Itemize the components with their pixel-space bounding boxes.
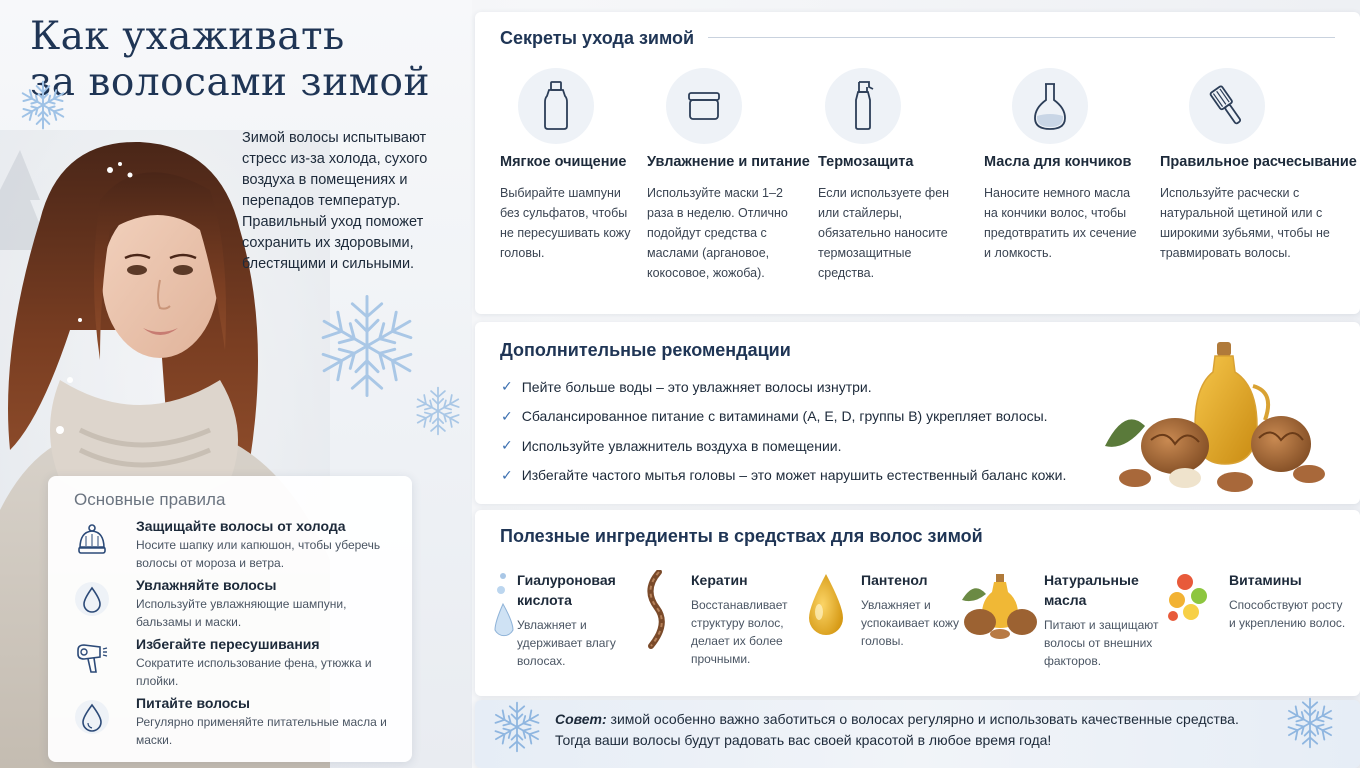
hyaluronic-drop-icon [493, 570, 515, 650]
list-item: ✓ Сбалансированное питание с витаминами (A, E, D, группы B) укрепляет волосы. [501, 407, 1048, 425]
snowflake-icon [312, 284, 422, 408]
nuts-oil-icon [960, 570, 1040, 640]
cream-jar-icon [684, 86, 724, 126]
rule-heading: Избегайте пересушивания [136, 636, 320, 652]
ingredient-heading: Пантенол [861, 572, 928, 588]
keratin-strand-icon [635, 570, 675, 650]
extra-recommendations-panel [475, 322, 1360, 504]
check-icon: ✓ [501, 378, 513, 395]
ingredients-title: Полезные ингредиенты в средствах для волос зимой [500, 526, 983, 546]
list-item: ✓ Используйте увлажнитель воздуха в помещении. [501, 437, 842, 454]
oil-flask-icon [1030, 80, 1070, 132]
secret-icon-circle [666, 68, 742, 144]
rule-item [74, 577, 398, 630]
oil-drop-icon [74, 699, 110, 735]
ingredient-heading: Витамины [1229, 572, 1302, 588]
panthenol-drop-icon [805, 570, 847, 642]
secret-heading: Мягкое очищение [500, 154, 627, 170]
secret-item [818, 68, 963, 283]
check-icon: ✓ [501, 407, 513, 424]
page-title [30, 14, 430, 106]
water-drop-icon [74, 581, 110, 617]
tip-text: Совет: зимой особенно важно заботиться о волосах регулярно и использовать качественные средства. Тогда ваши волосы будут радовать вас своей красотой в любое время года! [555, 711, 1239, 748]
secrets-title: Секреты ухода зимой [500, 28, 695, 48]
secret-text: Выбирайте шампуни без сульфатов, чтобы не пересушивать кожу головы. [500, 186, 631, 260]
ingredient-text: Увлажняет и успокаивает кожу головы. [861, 598, 960, 648]
ingredient-item [805, 570, 965, 650]
ingredient-heading: Кератин [691, 572, 748, 588]
basic-rules-card [48, 476, 412, 762]
title-line-2: за волосами зимой [30, 60, 431, 105]
tip-label: Совет: [555, 711, 607, 727]
rule-text: Сократите использование фена, утюжка и плойки. [136, 656, 372, 688]
basic-rules-title: Основные правила [74, 490, 226, 509]
secret-text: Используйте расчески с натуральной щетиной или с широкими зубьями, чтобы не травмировать волосы. [1160, 186, 1330, 260]
tip-banner [475, 700, 1360, 768]
snowflake-icon [16, 78, 70, 132]
ingredient-item [1165, 570, 1350, 632]
secret-text: Если используете фен или стайлеры, обязательно наносите термозащитные средства. [818, 186, 950, 280]
ingredients-panel [475, 510, 1360, 696]
ingredient-text: Способствуют росту и укреплению волос. [1229, 598, 1346, 630]
rule-item [74, 695, 398, 748]
secret-icon-circle [1189, 68, 1265, 144]
rule-item [74, 636, 398, 689]
shampoo-bottle-icon [536, 80, 576, 132]
secret-icon-circle [518, 68, 594, 144]
intro-text: Зимой волосы испытывают стресс из-за холода, сухого воздуха в помещениях и перепадов температур. Правильный уход поможет сохранить их здоровыми, блестящими и сильными. [242, 130, 428, 272]
ingredient-item [493, 570, 643, 670]
knit-hat-icon [74, 522, 110, 558]
secret-item [647, 68, 810, 283]
ingredient-text: Увлажняет и удерживает влагу волосах. [517, 618, 616, 668]
hair-dryer-icon [74, 640, 110, 676]
title-divider [708, 37, 1335, 38]
secret-item [984, 68, 1144, 263]
secret-icon-circle [1012, 68, 1088, 144]
rule-heading: Защищайте волосы от холода [136, 518, 346, 534]
ingredient-item [635, 570, 795, 668]
spray-bottle-icon [843, 80, 883, 132]
secret-heading: Термозащита [818, 154, 914, 170]
ingredient-text: Питают и защищают волосы от внешних факторов. [1044, 618, 1159, 668]
rule-heading: Питайте волосы [136, 695, 250, 711]
ingredient-text: Восстанавливает структуру волос, делает их более прочными. [691, 598, 788, 666]
left-column [0, 0, 472, 768]
snowflake-icon [412, 380, 464, 442]
check-icon: ✓ [501, 437, 513, 454]
snowflake-icon [1283, 692, 1337, 754]
rule-text: Носите шапку или капюшон, чтобы уберечь волосы от мороза и ветра. [136, 538, 381, 570]
secret-text: Используйте маски 1–2 раза в неделю. Отлично подойдут средства с маслами (аргановое, кокосовое, жожоба). [647, 186, 788, 280]
secret-heading: Масла для кончиков [984, 154, 1132, 170]
check-icon: ✓ [501, 466, 513, 483]
ingredient-item [960, 570, 1160, 670]
extra-title: Дополнительные рекомендации [500, 340, 791, 360]
comb-icon [1205, 82, 1249, 130]
secrets-panel [475, 12, 1360, 314]
secret-text: Наносите немного масла на кончики волос, чтобы предотвратить их сечение и ломкость. [984, 186, 1137, 260]
list-item: ✓ Избегайте частого мытья головы – это может нарушить естественный баланс кожи. [501, 466, 1067, 484]
ingredient-heading: Натуральные масла [1044, 572, 1139, 608]
rule-heading: Увлажняйте волосы [136, 577, 277, 593]
recommendation-list [501, 372, 1066, 490]
oil-bottle-nuts-illustration [1095, 336, 1335, 496]
list-item: ✓ Пейте больше воды – это увлажняет волосы изнутри. [501, 378, 872, 395]
secret-heading: Увлажнение и питание [647, 154, 810, 170]
ingredient-heading: Гиалуроновая кислота [517, 572, 616, 608]
rule-item [74, 518, 398, 571]
title-line-1: Как ухаживать [30, 14, 345, 59]
secret-item [500, 68, 640, 263]
secret-item [1160, 68, 1357, 263]
vitamins-icon [1165, 570, 1215, 630]
secret-icon-circle [825, 68, 901, 144]
rule-text: Используйте увлажняющие шампуни, бальзамы и маски. [136, 597, 347, 629]
snowflake-icon [490, 696, 544, 758]
secret-heading: Правильное расчесывание [1160, 154, 1357, 170]
rule-text: Регулярно применяйте питательные масла и маски. [136, 715, 387, 747]
